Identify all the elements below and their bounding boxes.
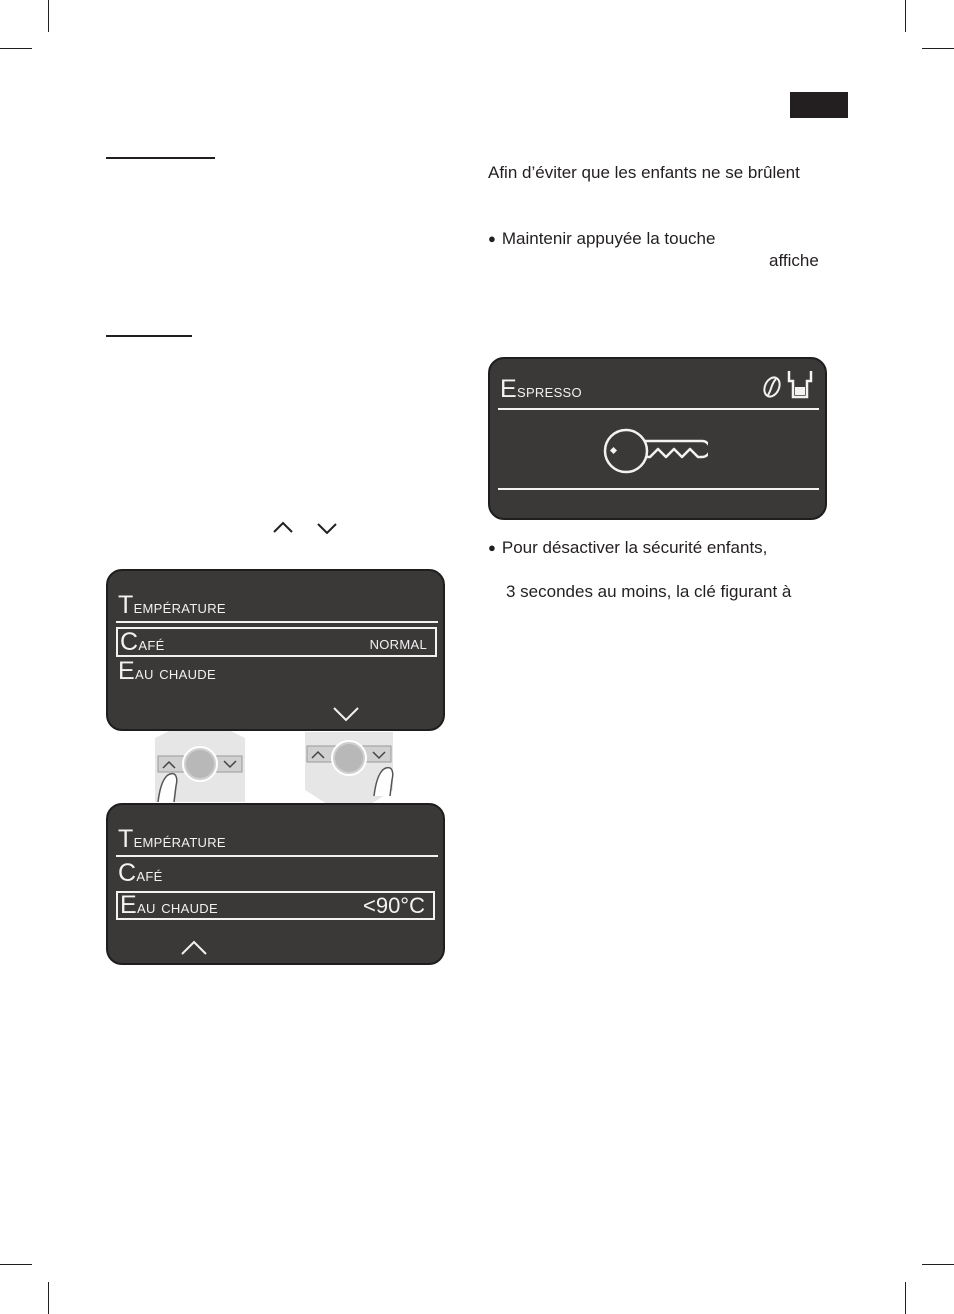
espresso-child-lock-display [488, 357, 827, 520]
arrow-up-icon [274, 523, 292, 532]
crop-mark [905, 0, 906, 32]
temperature-menu-display-coffee [106, 569, 445, 731]
bullet-text-continued: 3 secondes au moins, la clé figurant à [506, 582, 792, 601]
bullet-text: Maintenir appuyée la touche [501, 229, 716, 248]
menu-item-label: Eau chaude [120, 891, 218, 919]
arrow-keys-icon [272, 518, 338, 538]
menu-item-coffee-selected[interactable] [116, 627, 437, 657]
section-heading-rule [106, 335, 192, 337]
cup-icon [787, 369, 813, 401]
menu-item-coffee[interactable]: Café [118, 859, 163, 887]
chevron-down-icon [332, 705, 360, 723]
menu-title: Température [118, 591, 226, 619]
menu-item-value: <90°C [362, 893, 425, 918]
menu-item-value: normal [369, 633, 427, 654]
temperature-menu-display-hot-water [106, 803, 445, 965]
crop-mark [922, 1264, 954, 1265]
menu-item-hot-water-selected[interactable] [116, 891, 435, 920]
bullet-text: Pour désactiver la sécurité enfants, [501, 538, 768, 557]
display-divider [498, 408, 819, 410]
arrow-down-icon [318, 524, 336, 533]
bullet-text-continued: affiche [769, 251, 819, 270]
crop-mark [0, 1264, 32, 1265]
display-title: Espresso [500, 375, 582, 403]
key-icon [602, 427, 708, 475]
menu-item-label: Café [120, 628, 165, 656]
display-divider [116, 621, 438, 623]
section-heading-rule [106, 157, 215, 159]
display-divider [498, 488, 819, 490]
display-divider [116, 855, 438, 857]
crop-mark [922, 48, 954, 49]
crop-mark [48, 1282, 49, 1314]
intro-text: Afin d’éviter que les enfants ne se brûlent [488, 163, 800, 182]
bullet-item [488, 537, 767, 560]
crop-mark [905, 1282, 906, 1314]
bullet-item [488, 228, 715, 251]
menu-title: Température [118, 825, 226, 853]
chevron-up-icon [180, 939, 208, 957]
menu-item-hot-water[interactable]: Eau chaude [118, 657, 216, 685]
coffee-bean-icon [762, 375, 782, 399]
crop-mark [48, 0, 49, 32]
language-tab [790, 92, 848, 118]
crop-mark [0, 48, 32, 49]
